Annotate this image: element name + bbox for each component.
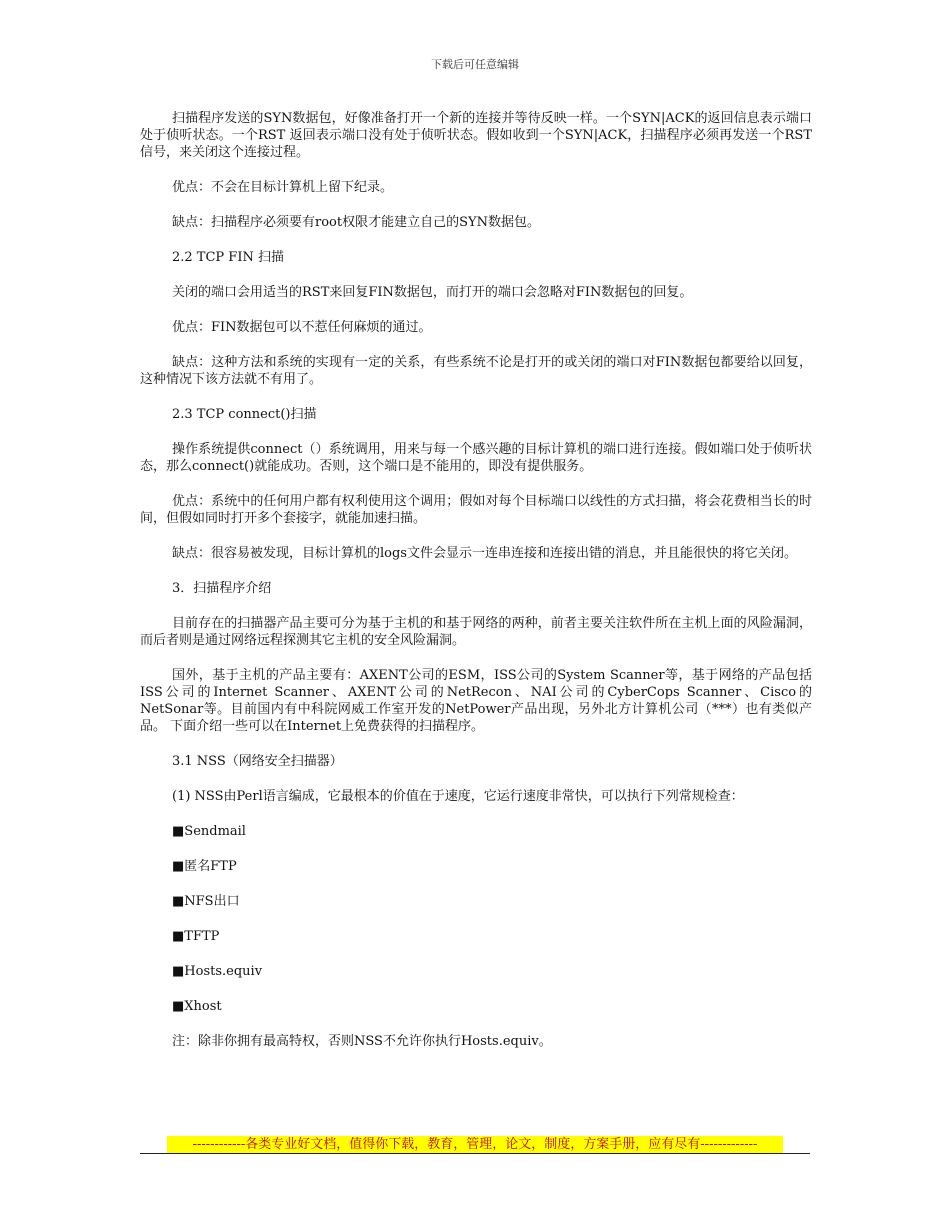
- paragraph-fin-con: 缺点：这种方法和系统的实现有一定的关系，有些系统不论是打开的或关闭的端口对FIN数据包都要给以回复，这种情况下该方法就不有用了。: [140, 355, 812, 387]
- paragraph-scanner-products: 国外，基于主机的产品主要有：AXENT公司的ESM，ISS公司的System Scanner等，基于网络的产品包括ISS公司的Internet Scanner、AXENT公司的NetRecon、NAI公司的CyberCops Scanner、Cisco的NetSonar等。目前国内有中科院网威工作室开发的NetPower产品出现，另外北方计算机公司（***）也有类似产品。 下面介绍一些可以在Internet上免费获得的扫描程序。: [140, 668, 812, 734]
- paragraph-syn-scan: 扫描程序发送的SYN数据包，好像准备打开一个新的连接并等待反映一样。一个SYN|ACK的返回信息表示端口处于侦听状态。一个RST 返回表示端口没有处于侦听状态。假如收到一个SYN|ACK，扫描程序必须再发送一个RST 信号，来关闭这个连接过程。: [140, 111, 812, 160]
- paragraph-fin-pro: 优点：FIN数据包可以不惹任何麻烦的通过。: [172, 320, 432, 335]
- checklist-item-xhost: ■Xhost: [172, 999, 222, 1014]
- document-body: [140, 110, 812, 1068]
- footer-divider: [140, 1153, 810, 1154]
- paragraph-connect-con: 缺点：很容易被发现，目标计算机的logs文件会显示一连串连接和连接出错的消息，并且能很快的将它关闭。: [172, 546, 797, 561]
- paragraph-syn-pro: 优点：不会在目标计算机上留下纪录。: [172, 180, 394, 195]
- paragraph-fin-desc: 关闭的端口会用适当的RST来回复FIN数据包，而打开的端口会忽略对FIN数据包的回复。: [172, 285, 693, 300]
- paragraph-nss-desc: (1) NSS由Perl语言编成，它最根本的价值在于速度，它运行速度非常快，可以执行下列常规检查：: [172, 789, 744, 804]
- section-heading-nss: 3.1 NSS（网络安全扫描器）: [172, 754, 343, 769]
- paragraph-scanner-types: 目前存在的扫描器产品主要可分为基于主机的和基于网络的两种，前者主要关注软件所在主机上面的风险漏洞，而后者则是通过网络远程探测其它主机的安全风险漏洞。: [140, 616, 812, 648]
- section-heading-connect: 2.3 TCP connect()扫描: [172, 407, 317, 422]
- paragraph-syn-con: 缺点：扫描程序必须要有root权限才能建立自己的SYN数据包。: [172, 215, 540, 230]
- note-text: 注：除非你拥有最高特权，否则NSS不允许你执行Hosts.equiv。: [172, 1034, 552, 1049]
- checklist-item-nfs: ■NFS出口: [172, 894, 240, 909]
- paragraph-connect-pro: 优点：系统中的任何用户都有权利使用这个调用；假如对每个目标端口以线性的方式扫描，将会花费相当长的时间，但假如同时打开多个套接字，就能加速扫描。: [140, 494, 812, 526]
- checklist-item-hosts-equiv: ■Hosts.equiv: [172, 964, 263, 979]
- checklist-item-ftp: ■匿名FTP: [172, 859, 237, 874]
- footer-banner: ------------各类专业好文档，值得你下载，教育，管理，论文，制度，方案手册，应有尽有-------------: [167, 1136, 783, 1153]
- page-header: 下载后可任意编辑: [431, 58, 519, 71]
- checklist-item-tftp: ■TFTP: [172, 929, 220, 944]
- paragraph-connect-desc: 操作系统提供connect（）系统调用，用来与每一个感兴趣的目标计算机的端口进行连接。假如端口处于侦听状态，那么connect()就能成功。否则，这个端口是不能用的，即没有提供服务。: [140, 442, 812, 474]
- checklist-item-sendmail: ■Sendmail: [172, 824, 246, 839]
- section-heading-scanners: 3．扫描程序介绍: [172, 581, 272, 596]
- section-heading-fin: 2.2 TCP FIN 扫描: [172, 250, 284, 265]
